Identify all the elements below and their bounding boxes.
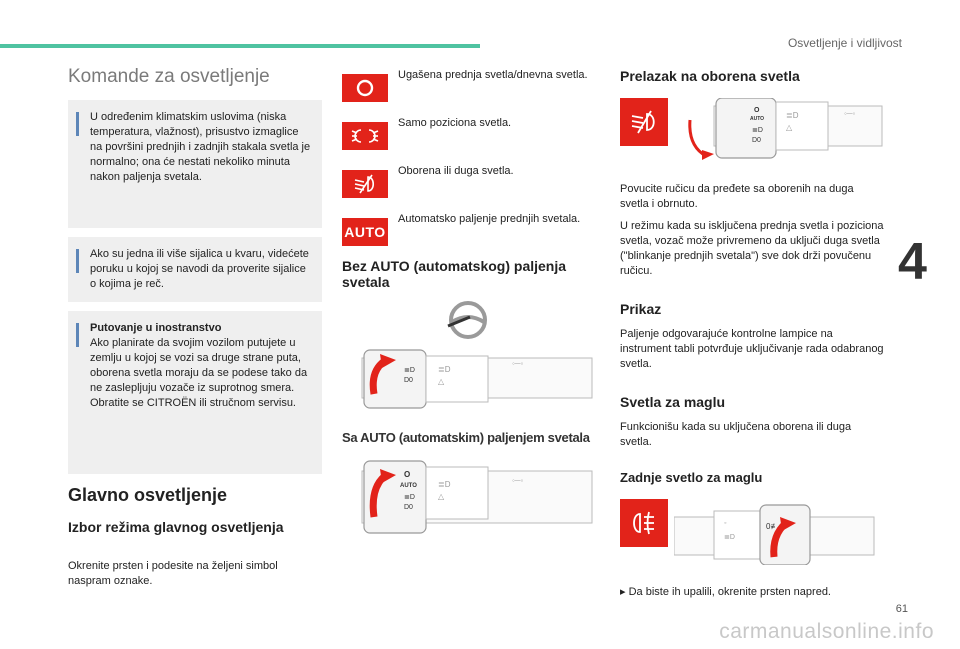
mode-position-lights: Samo poziciona svetla.: [342, 114, 600, 150]
note-title: Putovanje u inostranstvo: [90, 322, 222, 334]
stalk-illustration-auto: [342, 453, 600, 549]
main-lighting-heading: Glavno osvetljenje: [68, 485, 228, 505]
info-bar-icon: [76, 249, 79, 273]
info-note-condensation: U određenim klimatskim uslovima (niska temperatura, vlažnost), prisustvo izmaglice na površini prednjih i zadnjih stakala svetla je normalno; ona će nestati nekoliko minuta nakon paljenja svetala.: [68, 100, 322, 228]
svg-text:≣D: ≣D: [404, 494, 415, 501]
mode-lights-off: Ugašena prednja svetla/dnevna svetla.: [342, 66, 600, 102]
beam-illustration: [620, 98, 884, 162]
svg-text:≣D: ≣D: [786, 111, 799, 120]
svg-text:O: O: [404, 470, 411, 479]
page-title: Komande za osvetljenje: [68, 66, 270, 87]
svg-text:D0: D0: [752, 137, 761, 144]
stalk-illustration-no-auto: [342, 298, 600, 428]
svg-text:AUTO: AUTO: [750, 116, 765, 122]
column-left: [68, 66, 322, 589]
svg-text:D0: D0: [404, 377, 413, 384]
svg-text:△: △: [786, 123, 793, 132]
heading-low-high-beam: Prelazak na oborena svetla: [620, 68, 800, 84]
heading-display: Prikaz: [620, 301, 662, 317]
svg-text:AUTO: AUTO: [400, 483, 417, 489]
info-note-travel: Putovanje u inostranstvo Ako planirate da svojim vozilom putujete u zemlju u kojoj se vozi sa druge strane puta, oborena svetla moraju da se podese tako da ne zaslepljuju vozače iz suprotnog smera. Obratite se CITROËN ili stručnom servisu.: [68, 311, 322, 474]
svg-text:0≢: 0≢: [766, 522, 779, 531]
svg-text:O: O: [754, 107, 760, 114]
high-beam-icon: [620, 98, 668, 146]
svg-text:≣D: ≣D: [724, 534, 735, 541]
mode-instruction: Okrenite prsten i podesite na željeni simbol naspram oznake.: [68, 560, 278, 587]
heading-fog-lights: Svetla za maglu: [620, 394, 726, 410]
rear-fog-illustration: [620, 499, 884, 565]
position-lights-icon: [342, 122, 388, 150]
svg-text:◦─◦: ◦─◦: [844, 109, 856, 118]
column-middle: [342, 66, 600, 549]
bullet-arrow-icon: ▸: [620, 586, 626, 598]
mode-selection-heading: Izbor režima glavnog osvetljenja: [68, 519, 284, 535]
info-note-bulbs: Ako su jedna ili više sijalica u kvaru, videćete poruku u kojoj se navodi da proverite sijalice o kojima je reč.: [68, 237, 322, 302]
steering-wheel-icon: [448, 303, 485, 337]
low-beam-icon: [342, 170, 388, 198]
heading-rear-fog: Zadnje svetlo za maglu: [620, 470, 763, 485]
svg-text:◦─◦: ◦─◦: [512, 476, 524, 485]
svg-text:△: △: [438, 377, 445, 386]
lights-off-icon: [342, 74, 388, 102]
page-number: 61: [895, 603, 908, 615]
watermark: carmanualsonline.info: [719, 620, 934, 643]
heading-with-auto: Sa AUTO (automatskim) paljenjem svetala: [342, 430, 590, 445]
info-bar-icon: [76, 112, 79, 136]
svg-text:≣D: ≣D: [404, 367, 415, 374]
chapter-number: 4: [898, 233, 927, 291]
svg-text:◦─◦: ◦─◦: [512, 359, 524, 368]
svg-text:◦: ◦: [724, 520, 727, 527]
top-accent-bar: [0, 44, 480, 48]
section-title: Osvetljenje i vidljivost: [787, 36, 902, 50]
svg-text:△: △: [438, 492, 445, 501]
mode-auto: AUTO Automatsko paljenje prednjih svetala.: [342, 210, 600, 246]
display-text: Paljenje odgovarajuće kontrolne lampice na instrument tabli potvrđuje uključivanje rada odabranog svetla.: [620, 328, 884, 370]
stalk-lever-icon: [362, 350, 592, 408]
svg-text:≣D: ≣D: [752, 127, 763, 134]
svg-text:≣D: ≣D: [438, 365, 451, 374]
heading-without-auto: Bez AUTO (automatskog) paljenja svetala: [342, 258, 567, 290]
info-bar-icon: [76, 323, 79, 347]
column-right: [620, 66, 884, 600]
fog-text: Funkcionišu kada su uključena oborena ili duga svetla.: [620, 421, 852, 448]
mode-low-beam: Oborena ili duga svetla.: [342, 162, 600, 198]
svg-text:D0: D0: [404, 504, 413, 511]
rear-fog-instruction: ▸ Da biste ih upalili, okrenite prsten napred.: [620, 586, 831, 598]
auto-icon: AUTO: [342, 218, 388, 246]
svg-text:≣D: ≣D: [438, 480, 451, 489]
beam-text-1: Povucite ručicu da pređete sa oborenih na duga svetla i obrnuto.: [620, 183, 854, 210]
beam-text-2: U režimu kada su isključena prednja svetla i poziciona svetla, vozač može privremeno da uključi duga svetla ("blinkanje prednjih svetala") sve dok drži povučenu ručicu.: [620, 220, 884, 277]
rear-fog-icon: [620, 499, 668, 547]
